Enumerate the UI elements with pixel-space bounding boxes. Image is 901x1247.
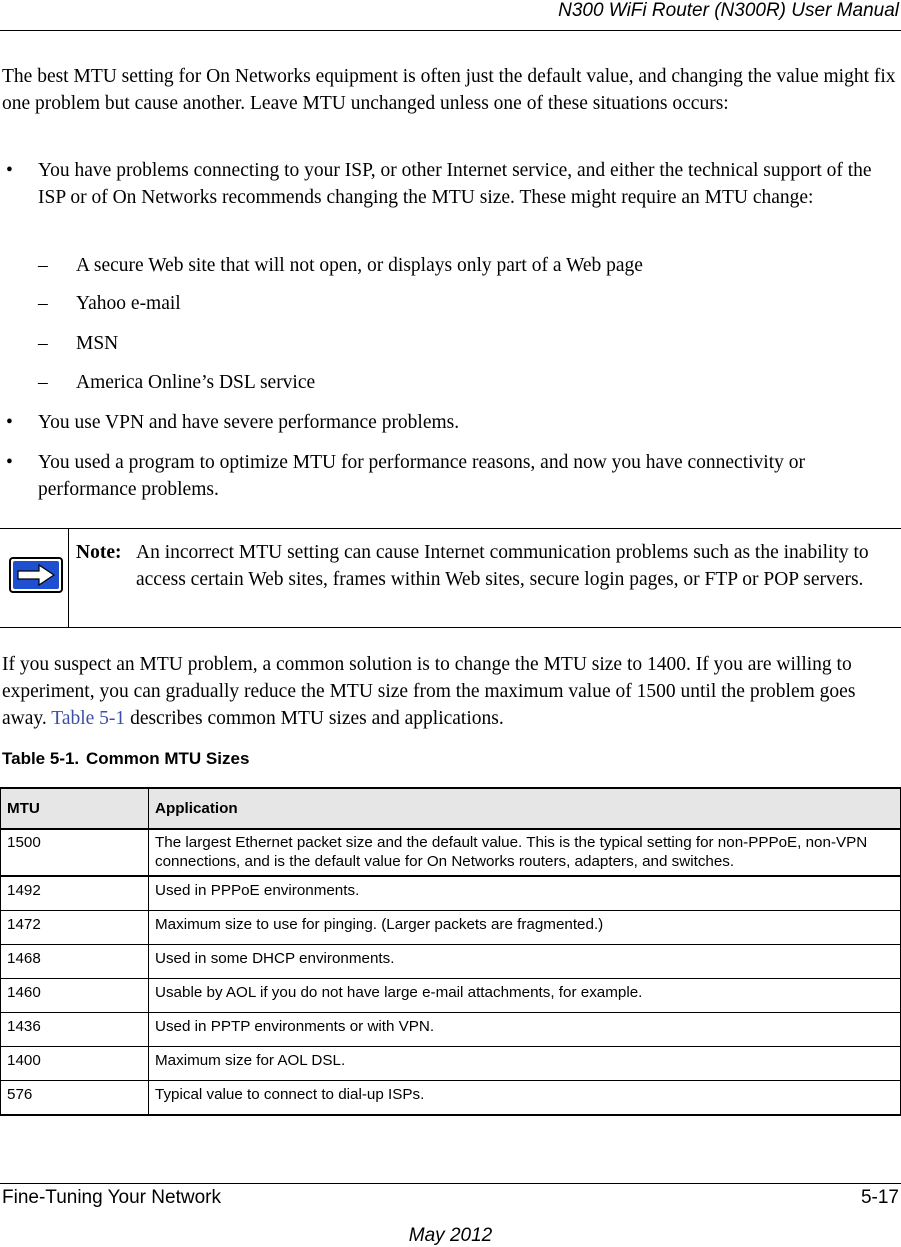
application-cell: The largest Ethernet packet size and the default value. This is the typical setting for non-PPPoE, non-VPN connections, and is the default value for On Networks routers, adapters, and switches. (149, 829, 901, 876)
table-row (1, 1013, 901, 1047)
footer-section-title: Fine-Tuning Your Network (2, 1187, 221, 1208)
footer-date: May 2012 (408, 1225, 493, 1246)
sub-item-secure-web-site: A secure Web site that will not open, or displays only part of a Web page (76, 255, 643, 276)
mtu-cell: 1492 (1, 876, 149, 911)
table-row (1, 945, 901, 979)
table-row (1, 979, 901, 1013)
table-caption (2, 749, 249, 769)
bullet-marker: • (6, 160, 13, 181)
sub-item-msn: MSN (76, 333, 119, 354)
mtu-problem-paragraph (2, 651, 900, 732)
application-cell: Maximum size for AOL DSL. (149, 1047, 901, 1081)
mtu-cell: 1436 (1, 1013, 149, 1047)
mtu-cell: 1460 (1, 979, 149, 1013)
bullet-marker: • (6, 412, 13, 433)
mtu-problem-text: If you suspect an MTU problem, a common solution is to change the MTU size to 1400. If you are willing to experiment, you can gradually reduce the MTU size from the maximum value of 1500 until the problem goes away. (2, 654, 856, 729)
note-divider (68, 529, 69, 627)
table-header-row (1, 788, 901, 829)
application-cell: Used in PPPoE environments. (149, 876, 901, 911)
application-cell: Usable by AOL if you do not have large e-mail attachments, for example. (149, 979, 901, 1013)
dash-marker: – (38, 255, 48, 276)
sub-item-aol-dsl: America Online’s DSL service (76, 372, 316, 393)
dash-marker: – (38, 293, 48, 314)
bullet-isp-problems: You have problems connecting to your ISP, or other Internet service, and either the technical support of the ISP or of On Networks recommends changing the MTU size. These might require an MTU change: (38, 160, 872, 208)
header-rule (0, 30, 901, 31)
arrow-right-icon (9, 557, 63, 598)
bullet-optimize-program: You used a program to optimize MTU for performance reasons, and now you have connectivity or performance problems. (38, 452, 805, 500)
table-row (1, 911, 901, 945)
application-cell: Typical value to connect to dial-up ISPs. (149, 1081, 901, 1116)
application-cell: Used in PPTP environments or with VPN. (149, 1013, 901, 1047)
table-5-1-link[interactable]: Table 5-1 (51, 708, 126, 729)
mtu-cell: 1468 (1, 945, 149, 979)
dash-marker: – (38, 372, 48, 393)
footer-page-number: 5-17 (860, 1187, 899, 1208)
bullet-vpn-problems: You use VPN and have severe performance problems. (38, 412, 460, 433)
table-caption-number: Table 5-1. (2, 749, 80, 768)
table-row (1, 829, 901, 876)
note-label: Note: (76, 542, 122, 563)
mtu-cell: 576 (1, 1081, 149, 1116)
intro-paragraph: The best MTU setting for On Networks equipment is often just the default value, and changing the value might fix one problem but cause another. Leave MTU unchanged unless one of these situations occurs: (2, 66, 896, 114)
dash-marker: – (38, 333, 48, 354)
mtu-sizes-table (0, 787, 901, 1116)
column-header-mtu: MTU (1, 788, 149, 829)
table-row (1, 1047, 901, 1081)
column-header-application: Application (149, 788, 901, 829)
table-caption-title: Common MTU Sizes (86, 749, 250, 768)
mtu-cell: 1472 (1, 911, 149, 945)
table-row (1, 1081, 901, 1116)
application-cell: Maximum size to use for pinging. (Larger packets are fragmented.) (149, 911, 901, 945)
sub-item-yahoo-email: Yahoo e-mail (76, 293, 181, 314)
mtu-problem-text-end: describes common MTU sizes and applications. (125, 708, 504, 729)
mtu-cell: 1400 (1, 1047, 149, 1081)
application-cell: Used in some DHCP environments. (149, 945, 901, 979)
bullet-marker: • (6, 452, 13, 473)
note-box (0, 528, 901, 628)
page-header-title: N300 WiFi Router (N300R) User Manual (558, 0, 899, 21)
table-row (1, 876, 901, 911)
note-text: An incorrect MTU setting can cause Internet communication problems such as the inability to access certain Web sites, frames within Web sites, secure login pages, or FTP or POP servers. (136, 542, 869, 590)
mtu-cell: 1500 (1, 829, 149, 876)
footer-rule (0, 1183, 901, 1184)
